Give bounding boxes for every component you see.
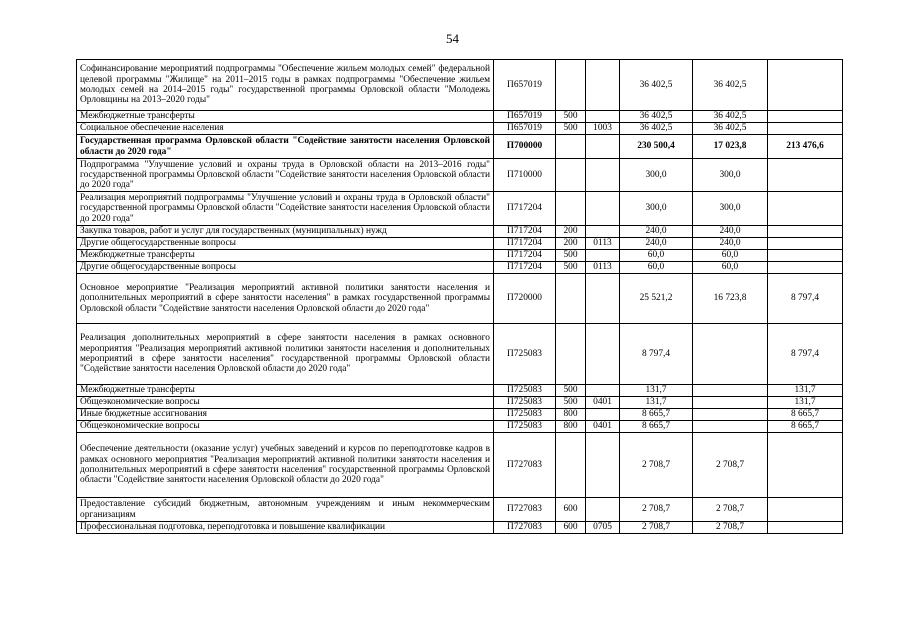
cell-name: Подпрограмма "Улучшение условий и охраны труда в Орловской области на 2013–2016 годы" государственной программы Орловской области "Содействие занятости населения Орловской области до 2020 года" [77,159,494,192]
cell-section: 1003 [586,123,620,135]
cell-amount-total: 2 708,7 [620,498,693,522]
cell-amount-federal: 131,7 [768,385,843,397]
cell-amount-total: 2 708,7 [620,433,693,498]
cell-name: Реализация мероприятий подпрограммы "Улучшение условий и охраны труда в Орловской области" государственной программы Орловской области "Содействие занятости населения Орловской области до 2020 года" [77,192,494,226]
cell-amount-federal: 8 797,4 [768,274,843,324]
cell-target-code: П725083 [494,324,556,385]
cell-target-code: П657019 [494,111,556,123]
cell-amount-federal [768,60,843,111]
cell-name: Межбюджетные трансферты [77,250,494,262]
cell-amount-regional: 2 708,7 [693,498,768,522]
cell-section [586,192,620,226]
cell-section [586,433,620,498]
cell-target-code: П710000 [494,159,556,192]
cell-amount-regional: 240,0 [693,226,768,238]
cell-name: Социальное обеспечение населения [77,123,494,135]
cell-amount-total: 2 708,7 [620,522,693,534]
cell-expense-type [556,433,586,498]
cell-amount-total: 300,0 [620,192,693,226]
cell-section [586,60,620,111]
cell-amount-total: 8 665,7 [620,421,693,433]
table-row [77,238,843,250]
cell-amount-regional: 36 402,5 [693,123,768,135]
cell-expense-type: 600 [556,498,586,522]
cell-target-code: П717204 [494,262,556,274]
cell-section: 0113 [586,262,620,274]
cell-amount-federal: 8 797,4 [768,324,843,385]
cell-amount-total: 131,7 [620,397,693,409]
cell-section: 0401 [586,421,620,433]
table-row [77,111,843,123]
cell-section [586,159,620,192]
cell-target-code: П727083 [494,498,556,522]
cell-amount-total: 60,0 [620,250,693,262]
cell-expense-type: 200 [556,226,586,238]
cell-section [586,324,620,385]
table-row [77,274,843,324]
cell-target-code: П717204 [494,250,556,262]
cell-expense-type [556,159,586,192]
cell-name: Предоставление субсидий бюджетным, автономным учреждениям и иным некоммерческим организациям [77,498,494,522]
table-row [77,385,843,397]
cell-amount-total: 131,7 [620,385,693,397]
cell-amount-total: 230 500,4 [620,135,693,159]
cell-amount-total: 25 521,2 [620,274,693,324]
cell-amount-regional: 300,0 [693,159,768,192]
cell-name: Межбюджетные трансферты [77,385,494,397]
cell-amount-federal [768,192,843,226]
cell-target-code: П720000 [494,274,556,324]
cell-amount-federal [768,226,843,238]
table-row [77,409,843,421]
cell-expense-type: 500 [556,250,586,262]
cell-expense-type: 500 [556,111,586,123]
cell-target-code: П725083 [494,385,556,397]
cell-amount-regional [693,324,768,385]
cell-amount-regional: 2 708,7 [693,522,768,534]
cell-expense-type [556,274,586,324]
table-row [77,262,843,274]
cell-section [586,274,620,324]
cell-amount-regional [693,409,768,421]
cell-amount-regional: 300,0 [693,192,768,226]
cell-amount-federal [768,111,843,123]
cell-expense-type: 200 [556,238,586,250]
cell-amount-regional [693,421,768,433]
cell-name: Другие общегосударственные вопросы [77,238,494,250]
cell-target-code: П727083 [494,522,556,534]
cell-name: Реализация дополнительных мероприятий в сфере занятости населения в рамках основного мероприятия "Реализация мероприятий активной политики занятости населения и дополнительных мероприятий в сфере занятости населения" государственной программы Орловской области "Содействие занятости населения Орловской области до 2020 года" [77,324,494,385]
cell-section [586,385,620,397]
cell-expense-type [556,324,586,385]
cell-amount-federal: 213 476,6 [768,135,843,159]
cell-name: Другие общегосударственные вопросы [77,262,494,274]
cell-amount-regional: 36 402,5 [693,60,768,111]
table-row [77,135,843,159]
table-row [77,250,843,262]
cell-amount-federal: 8 665,7 [768,421,843,433]
cell-name: Межбюджетные трансферты [77,111,494,123]
cell-amount-regional: 16 723,8 [693,274,768,324]
table-body [77,60,843,534]
cell-amount-total: 240,0 [620,226,693,238]
cell-expense-type [556,135,586,159]
cell-section: 0705 [586,522,620,534]
cell-target-code: П725083 [494,421,556,433]
cell-amount-federal [768,123,843,135]
cell-name: Иные бюджетные ассигнования [77,409,494,421]
cell-amount-federal [768,250,843,262]
cell-section [586,409,620,421]
cell-target-code: П717204 [494,238,556,250]
cell-name: Общеэкономические вопросы [77,397,494,409]
cell-target-code: П657019 [494,60,556,111]
cell-name: Основное мероприятие "Реализация мероприятий активной политики занятости населения и дополнительных мероприятий в сфере занятости населения" в рамках государственной программы Орловской области "Содействие занятости населения Орловской области до 2020 года" [77,274,494,324]
cell-expense-type: 500 [556,397,586,409]
cell-name: Общеэкономические вопросы [77,421,494,433]
cell-target-code: П717204 [494,226,556,238]
cell-amount-federal: 131,7 [768,397,843,409]
table-row [77,498,843,522]
table-row [77,433,843,498]
cell-target-code: П657019 [494,123,556,135]
cell-amount-federal: 8 665,7 [768,409,843,421]
cell-amount-regional [693,397,768,409]
cell-amount-total: 300,0 [620,159,693,192]
cell-amount-total: 60,0 [620,262,693,274]
cell-section [586,498,620,522]
cell-amount-regional: 60,0 [693,250,768,262]
cell-section [586,111,620,123]
cell-section [586,135,620,159]
cell-expense-type: 600 [556,522,586,534]
cell-section [586,250,620,262]
cell-expense-type [556,60,586,111]
cell-amount-total: 36 402,5 [620,60,693,111]
cell-section [586,226,620,238]
table-row [77,397,843,409]
cell-expense-type: 500 [556,262,586,274]
page-number: 54 [446,31,459,46]
table-row [77,60,843,111]
cell-target-code: П717204 [494,192,556,226]
budget-table [76,59,843,534]
cell-name: Закупка товаров, работ и услуг для государственных (муниципальных) нужд [77,226,494,238]
cell-amount-regional: 60,0 [693,262,768,274]
cell-amount-federal [768,498,843,522]
cell-amount-federal [768,522,843,534]
cell-expense-type [556,192,586,226]
cell-expense-type: 800 [556,421,586,433]
table-row [77,324,843,385]
cell-amount-regional: 240,0 [693,238,768,250]
cell-amount-total: 8 665,7 [620,409,693,421]
cell-amount-total: 36 402,5 [620,123,693,135]
cell-amount-regional: 2 708,7 [693,433,768,498]
cell-name: Софинансирование мероприятий подпрограммы "Обеспечение жильем молодых семей" федеральной целевой программы "Жилище" на 2011–2015 годы в рамках подпрограммы "Обеспечение жильем молодых семей на 2014–2015 годы" государственной программы Орловской области "Молодежь Орловщины на 2013–2020 годы" [77,60,494,111]
table-row [77,226,843,238]
cell-amount-total: 8 797,4 [620,324,693,385]
cell-amount-total: 36 402,5 [620,111,693,123]
cell-amount-regional: 36 402,5 [693,111,768,123]
table-row [77,192,843,226]
table-row [77,159,843,192]
cell-expense-type: 500 [556,385,586,397]
table-row [77,123,843,135]
cell-expense-type: 800 [556,409,586,421]
cell-target-code: П700000 [494,135,556,159]
cell-section: 0401 [586,397,620,409]
cell-expense-type: 500 [556,123,586,135]
cell-amount-federal [768,159,843,192]
cell-amount-total: 240,0 [620,238,693,250]
cell-amount-federal [768,433,843,498]
table-row [77,421,843,433]
cell-section: 0113 [586,238,620,250]
cell-name: Обеспечение деятельности (оказание услуг) учебных заведений и курсов по переподготовке кадров в рамках основного мероприятия "Реализация мероприятий активной политики занятости населения и дополнительных мероприятий в сфере занятости населения" государственной программы Орловской области "Содействие занятости населения Орловской области до 2020 года" [77,433,494,498]
cell-amount-regional: 17 023,8 [693,135,768,159]
cell-amount-regional [693,385,768,397]
cell-name: Государственная программа Орловской области "Содействие занятости населения Орловской области до 2020 года" [77,135,494,159]
cell-amount-federal [768,262,843,274]
cell-target-code: П725083 [494,397,556,409]
cell-target-code: П725083 [494,409,556,421]
cell-amount-federal [768,238,843,250]
cell-target-code: П727083 [494,433,556,498]
cell-name: Профессиональная подготовка, переподготовка и повышение квалификации [77,522,494,534]
table-row [77,522,843,534]
